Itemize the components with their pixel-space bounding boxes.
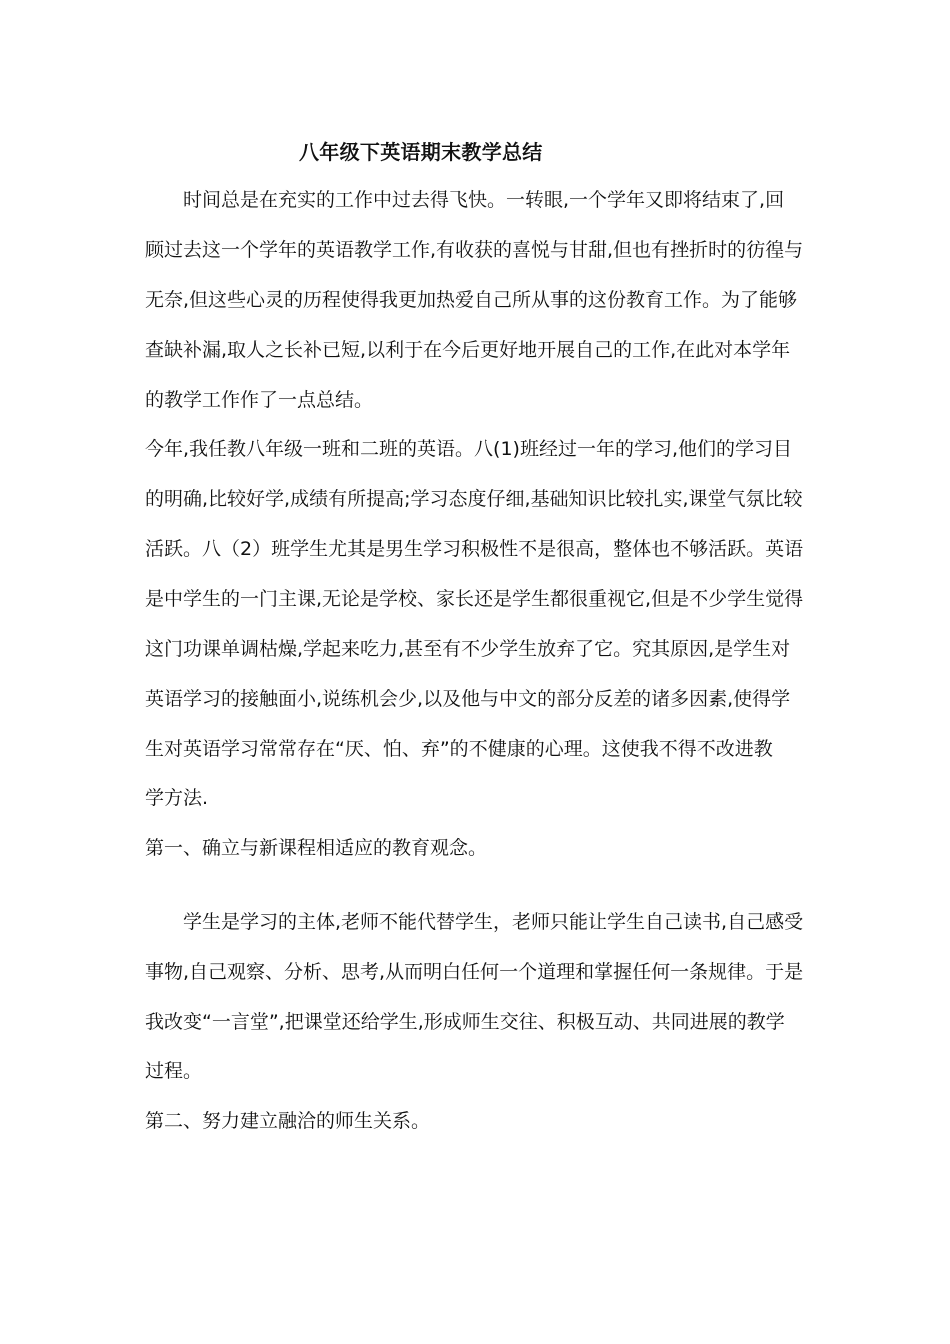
paragraph-line: 事物,自己观察、分析、思考,从而明白任何一个道理和掌握任何一条规律。于是 (145, 961, 804, 983)
paragraph-line: 学方法. (145, 787, 209, 809)
paragraph-line: 我改变“一言堂”,把课堂还给学生,形成师生交往、积极互动、共同进展的教学 (145, 1011, 785, 1033)
paragraph-line: 无奈,但这些心灵的历程使得我更加热爱自己所从事的这份教育工作。为了能够 (145, 289, 798, 311)
paragraph-line: 的教学工作作了一点总结。 (145, 389, 374, 411)
paragraph-line: 生对英语学习常常存在“厌、怕、弃”的不健康的心理。这使我不得不改进教 (145, 738, 773, 760)
paragraph-line: 学生是学习的主体,老师不能代替学生，老师只能让学生自己读书,自己感受 (145, 911, 804, 933)
paragraph-line: 顾过去这一个学年的英语教学工作,有收获的喜悦与甘甜,但也有挫折时的彷徨与 (145, 239, 804, 261)
paragraph-line: 时间总是在充实的工作中过去得飞快。一转眼,一个学年又即将结束了,回 (145, 189, 785, 211)
paragraph-line: 英语学习的接触面小,说练机会少,以及他与中文的部分反差的诸多因素,使得学 (145, 688, 791, 710)
section-heading: 第二、努力建立融洽的师生关系。 (145, 1110, 431, 1132)
paragraph-line: 查缺补漏,取人之长补已短,以利于在今后更好地开展自己的工作,在此对本学年 (145, 339, 791, 361)
paragraph-line: 的明确,比较好学,成绩有所提高;学习态度仔细,基础知识比较扎实,课堂气氛比较 (145, 488, 803, 510)
paragraph-line: 过程。 (145, 1060, 203, 1082)
section-heading: 第一、确立与新课程相适应的教育观念。 (145, 837, 488, 859)
document-title: 八年级下英语期末教学总结 (299, 140, 543, 164)
paragraph-line: 是中学生的一门主课,无论是学校、家长还是学生都很重视它,但是不少学生觉得 (145, 588, 804, 610)
paragraph-line: 今年,我任教八年级一班和二班的英语。八(1)班经过一年的学习,他们的学习目 (145, 438, 792, 460)
paragraph-line: 这门功课单调枯燥,学起来吃力,甚至有不少学生放弃了它。究其原因,是学生对 (145, 638, 791, 660)
paragraph-line: 活跃。八（2）班学生尤其是男生学习积极性不是很高，整体也不够活跃。英语 (145, 538, 804, 560)
